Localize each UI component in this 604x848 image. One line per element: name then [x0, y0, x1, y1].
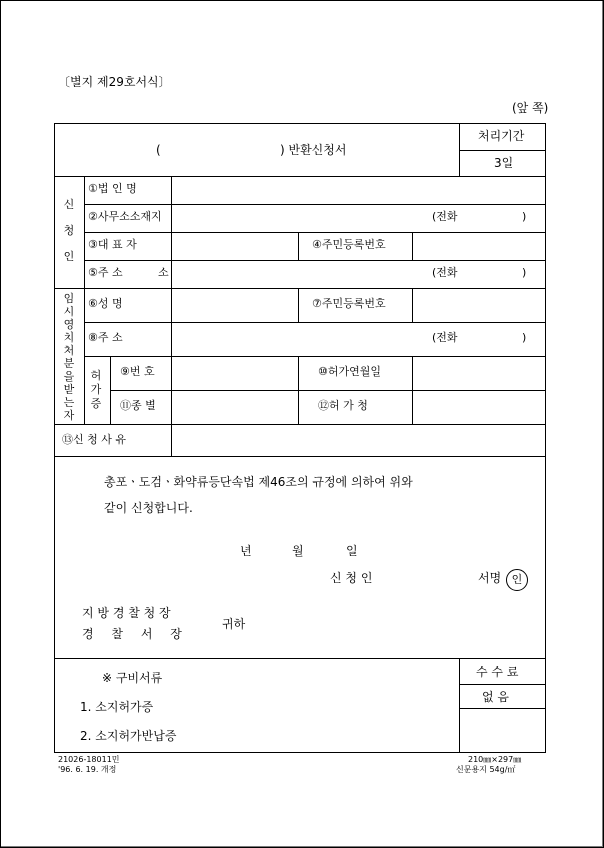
- custodian-phone-open: (전화: [432, 331, 458, 344]
- permit-agency-label: ⑫허 가 청: [318, 399, 368, 412]
- statement-line2: 같이 신청합니다.: [104, 501, 193, 515]
- office-phone-open: (전화: [432, 210, 458, 223]
- seal-stamp: 인: [506, 569, 528, 591]
- footer-size: 210㎜×297㎜: [468, 755, 522, 764]
- date-day: 일: [346, 544, 358, 558]
- corp-name-label: ①법 인 명: [88, 182, 137, 195]
- footer-paper: 신문용지 54g/㎡: [456, 765, 516, 774]
- custodian-name-label: ⑥성 명: [88, 297, 123, 310]
- page-side: (앞 쪽): [512, 101, 549, 115]
- office-phone-close: ): [522, 210, 527, 223]
- applicant-phone-open: (전화: [432, 266, 458, 279]
- rep-label: ③대 표 자: [88, 238, 137, 251]
- footer-revised: '96. 6. 19. 개정: [58, 765, 117, 774]
- fee-value: 없 음: [482, 690, 509, 704]
- recipient-line1: 지 방 경 찰 청 장: [82, 606, 171, 620]
- processing-value: 3일: [494, 156, 514, 170]
- recipient-line2: 경 찰 서 장: [82, 627, 189, 641]
- applicant-sign-label: 신 청 인: [330, 571, 373, 585]
- applicant-address-label: ⑤주 소: [88, 266, 123, 279]
- date-month: 월: [292, 544, 304, 558]
- applicant-phone-close: ): [522, 266, 527, 279]
- title-open-paren: (: [156, 143, 161, 157]
- attachment-item: 1. 소지허가증: [80, 700, 154, 714]
- date-year: 년: [240, 544, 252, 558]
- form-title: ) 반환신청서: [280, 143, 347, 157]
- custodian-phone-close: ): [522, 331, 527, 344]
- permit-date-label: ⑩허가연월일: [318, 365, 381, 378]
- attachment-item: 2. 소지허가반납증: [80, 729, 177, 743]
- attachments-title: ※ 구비서류: [102, 671, 163, 685]
- recipient-honorific: 귀하: [222, 617, 246, 631]
- form-number: 〔별지 제29호서식〕: [58, 75, 171, 89]
- permit-type-label: ⑪종 별: [120, 399, 156, 412]
- fee-label: 수 수 료: [476, 665, 519, 679]
- permit-label: 허가증: [90, 369, 102, 410]
- processing-label: 처리기간: [478, 129, 525, 143]
- office-label: ②사무소소재지: [88, 210, 162, 223]
- permit-no-label: ⑨번 호: [120, 365, 155, 378]
- reason-label: ⑬신 청 사 유: [62, 433, 126, 446]
- custodian-address-label: ⑧주 소: [88, 331, 123, 344]
- rep-id-label: ④주민등록번호: [312, 238, 386, 251]
- footer-code: 21026-18011민: [58, 755, 120, 764]
- sign-label: 서명: [478, 571, 502, 585]
- applicant-section-label: 신청인: [63, 198, 75, 263]
- custodian-id-label: ⑦주민등록번호: [312, 297, 386, 310]
- custodian-section-label: 임시영치처분을받는자: [63, 292, 75, 422]
- statement-line1: 총포ㆍ도검ㆍ화약류등단속법 제46조의 규정에 의하여 위와: [104, 475, 413, 489]
